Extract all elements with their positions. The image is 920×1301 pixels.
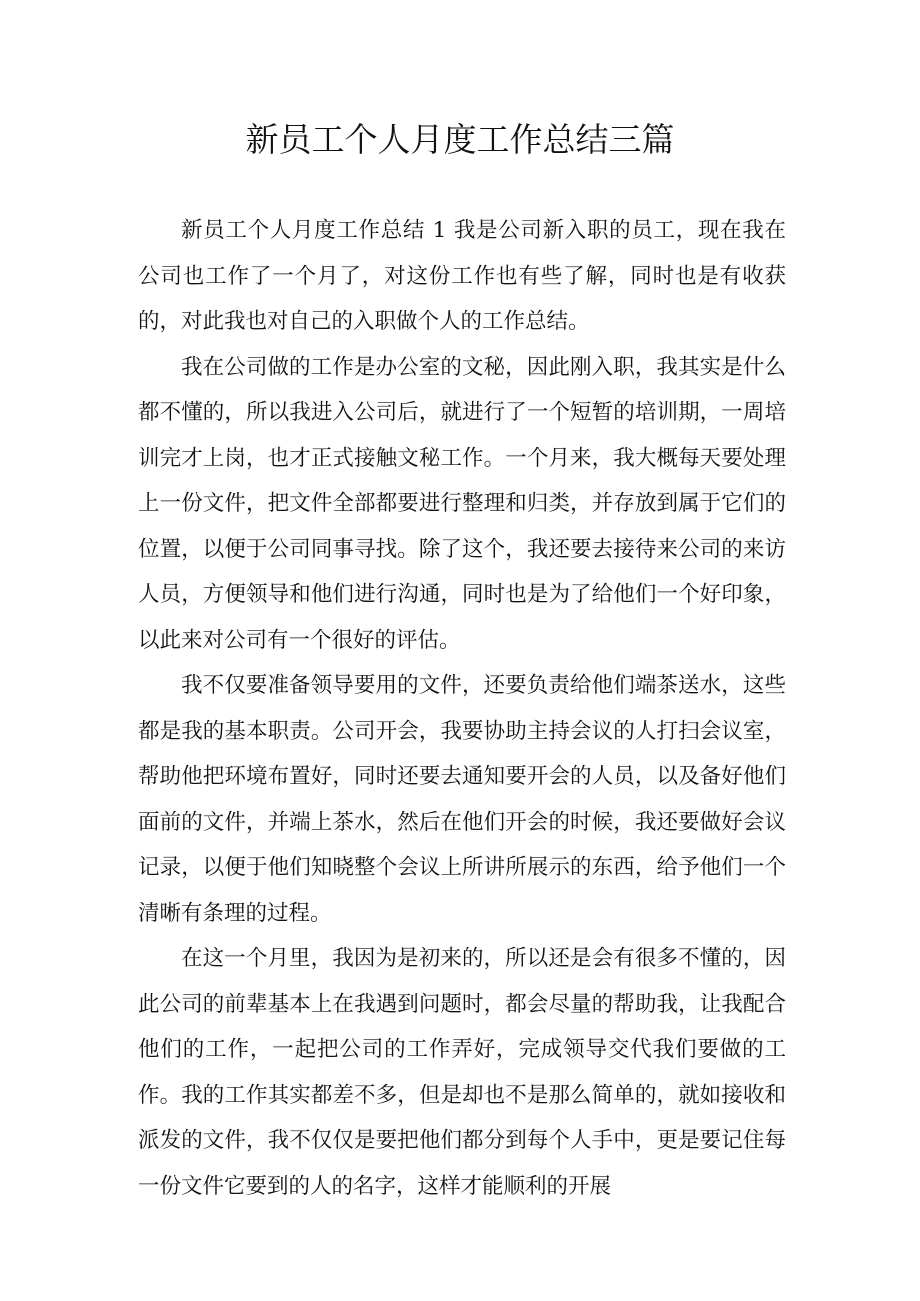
paragraph-2: 我在公司做的工作是办公室的文秘，因此刚入职，我其实是什么都不懂的，所以我进入公司后，就进行了一个短暂的培训期，一周培训完才上岗，也才正式接触文秘工作。一个月来，我大概每天要处理上一份文件，把文件全部都要进行整理和归类，并存放到属于它们的位置，以便于公司同事寻找。除了这个，我还要去接待来公司的来访人员，方便领导和他们进行沟通，同时也是为了给他们一个好印象，以此来对公司有一个很好的评估。 bbox=[138, 354, 786, 653]
document-body bbox=[138, 208, 786, 1209]
document-title: 新员工个人月度工作总结三篇 bbox=[245, 120, 675, 159]
paragraph-1: 新员工个人月度工作总结 1 我是公司新入职的员工，现在我在公司也工作了一个月了，对这份工作也有些了解，同时也是有收获的，对此我也对自己的入职做个人的工作总结。 bbox=[138, 218, 786, 334]
paragraph-4: 在这一个月里，我因为是初来的，所以还是会有很多不懂的，因此公司的前辈基本上在我遇到问题时，都会尽量的帮助我，让我配合他们的工作，一起把公司的工作弄好，完成领导交代我们要做的工作。我的工作其实都差不多，但是却也不是那么简单的，就如接收和派发的文件，我不仅仅是要把他们都分到每个人手中，更是要记住每一份文件它要到的人的名字，这样才能顺利的开展 bbox=[138, 946, 786, 1199]
paragraph-3: 我不仅要准备领导要用的文件，还要负责给他们端茶送水，这些都是我的基本职责。公司开会，我要协助主持会议的人打扫会议室，帮助他把环境布置好，同时还要去通知要开会的人员，以及备好他们面前的文件，并端上茶水，然后在他们开会的时候，我还要做好会议记录，以便于他们知晓整个会议上所讲所展示的东西，给予他们一个清晰有条理的过程。 bbox=[138, 673, 786, 926]
